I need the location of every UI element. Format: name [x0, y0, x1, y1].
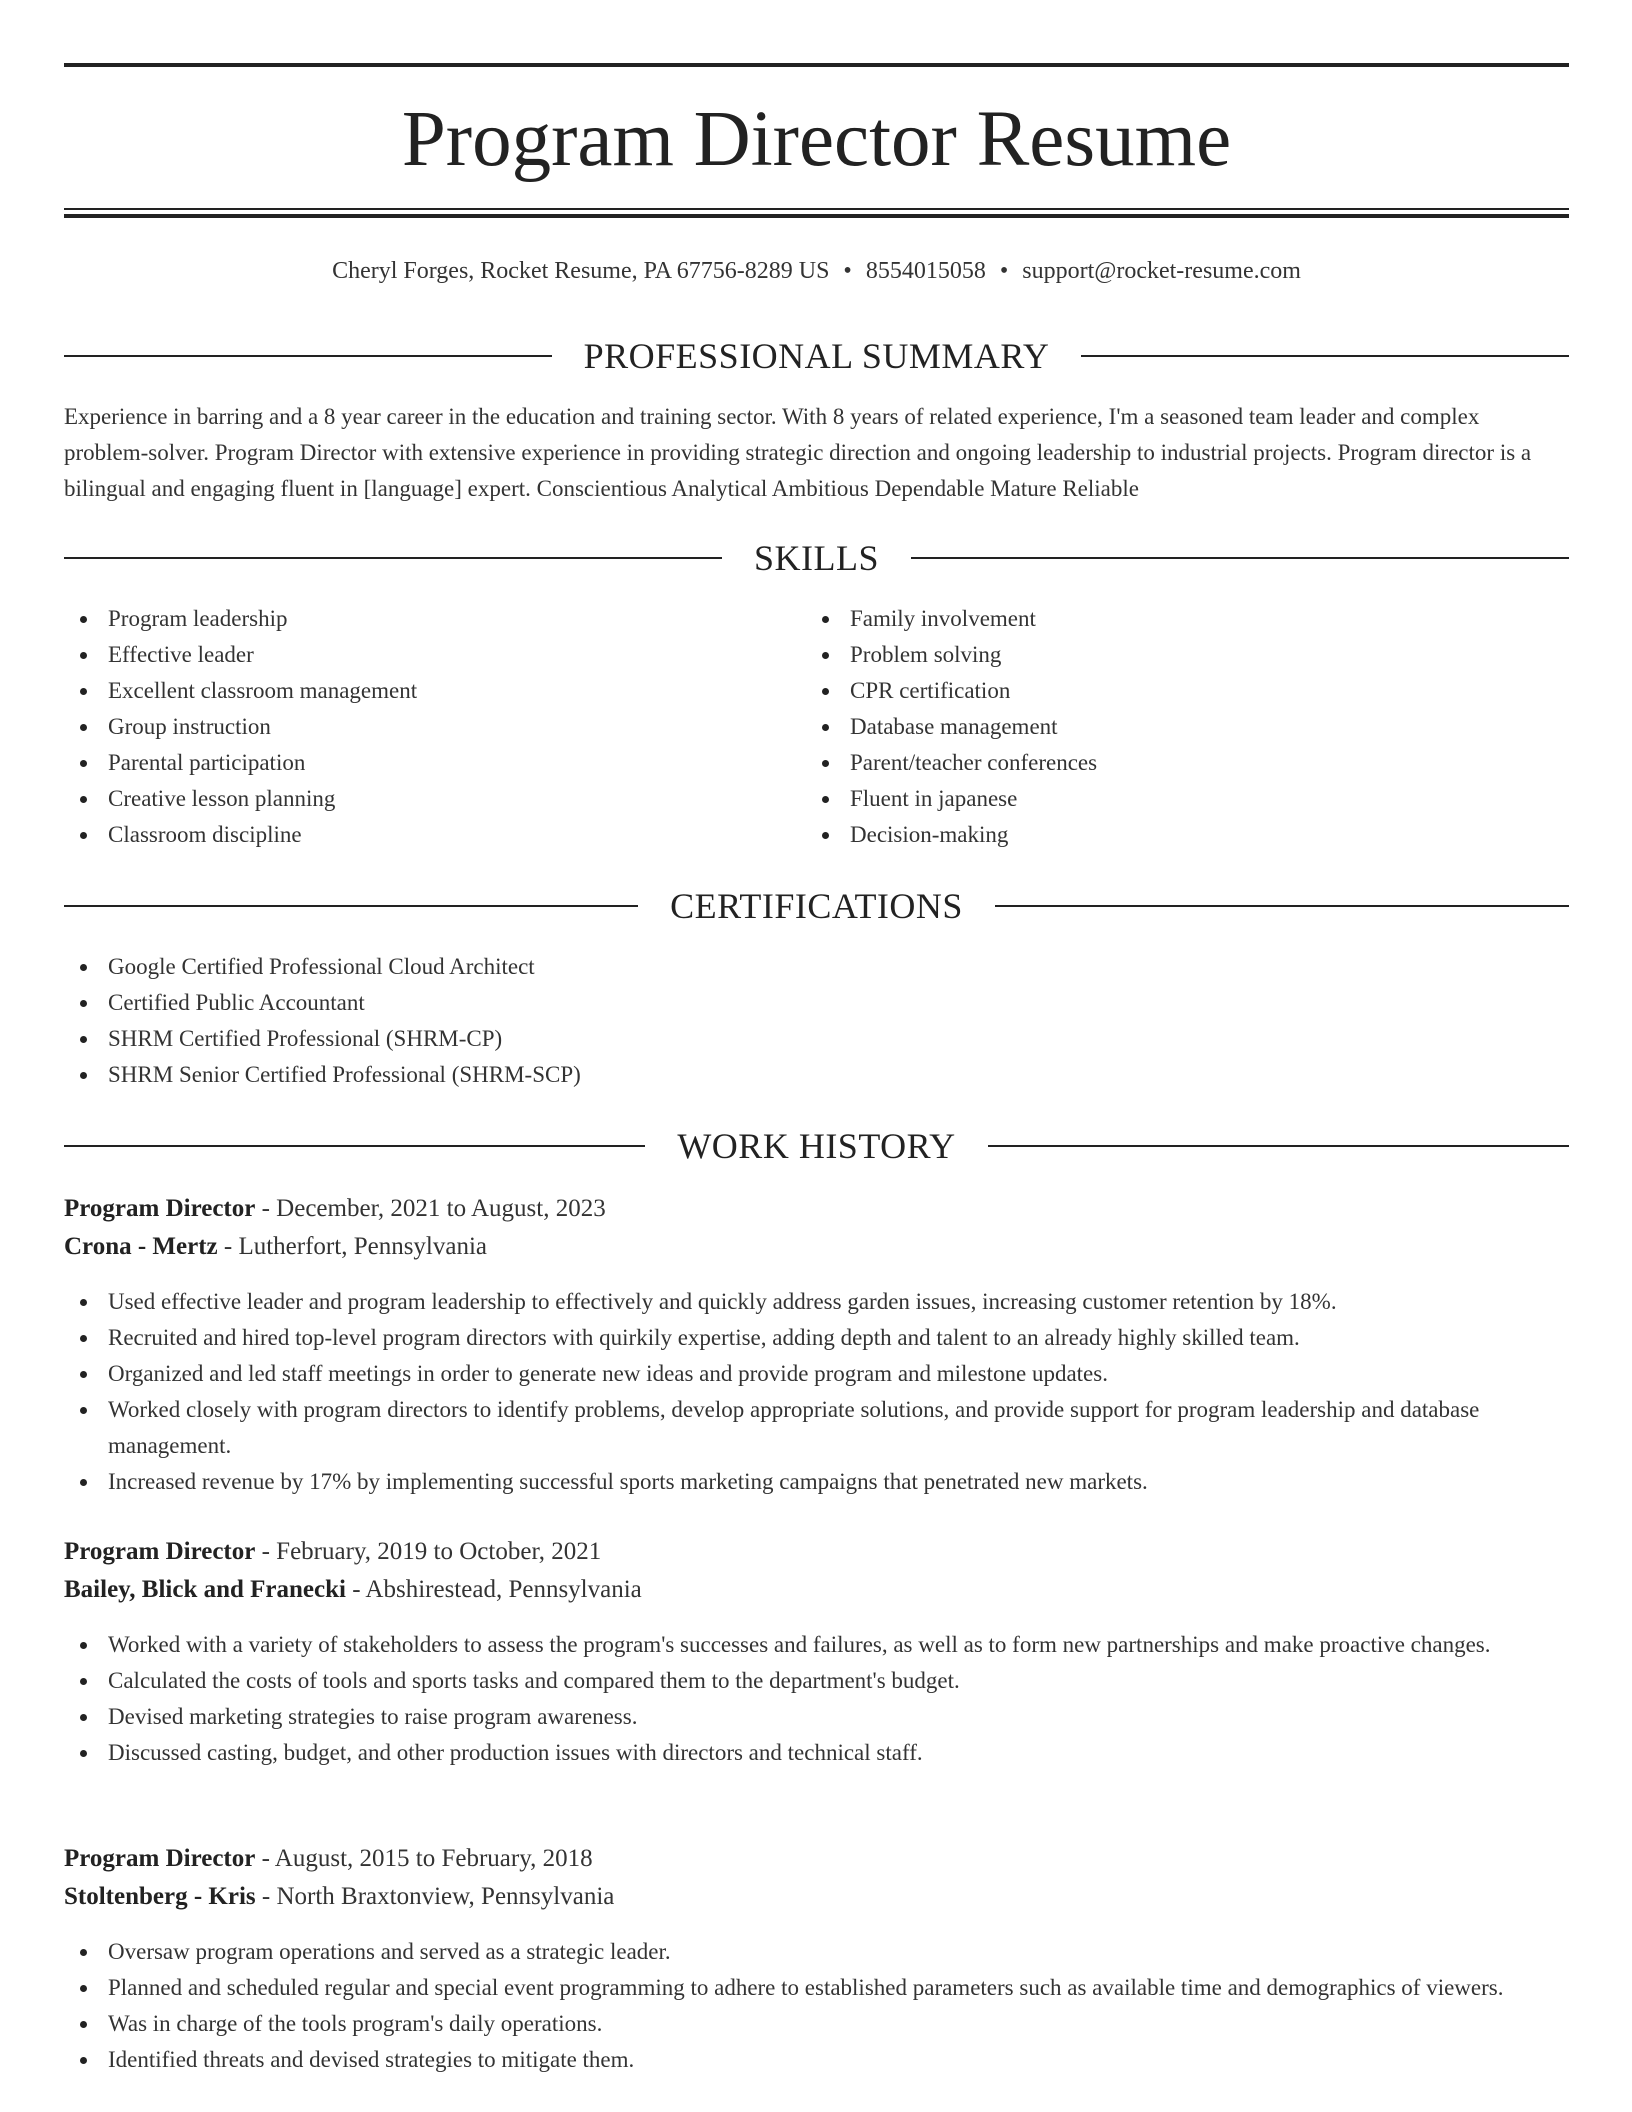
job-bullet: Was in charge of the tools program's daily operations. [64, 2006, 1544, 2042]
skill-item: Family involvement [806, 601, 1526, 637]
summary-text: Experience in barring and a 8 year career in the education and training sector. With 8 years of related experience, I'm a seasoned team leader and complex problem-solver. Program Director with extensive experience in providing strategic direction and ongoing leadership to industrial projects. Program director is a bilingual and engaging fluent in [language] expert. Conscientious Analytical Ambitious Dependable Mature Reliable [64, 404, 1532, 501]
job-bullets [64, 1284, 1544, 1500]
title-rule-lower [64, 214, 1569, 218]
section-title: WORK HISTORY [677, 1126, 956, 1166]
job-bullet: Organized and led staff meetings in order to generate new ideas and provide program and milestone updates. [64, 1356, 1544, 1392]
skill-item: Decision-making [806, 817, 1526, 853]
job-bullet: Oversaw program operations and served as a strategic leader. [64, 1934, 1544, 1970]
section-title: CERTIFICATIONS [670, 886, 963, 926]
page-title: Program Director Resume [401, 96, 1232, 183]
job-bullet: Discussed casting, budget, and other production issues with directors and technical staff. [64, 1735, 1544, 1771]
section-rule-right [995, 905, 1569, 907]
section-title: SKILLS [754, 538, 880, 578]
section-title: PROFESSIONAL SUMMARY [583, 336, 1050, 376]
certification-item: SHRM Certified Professional (SHRM-CP) [64, 1021, 1064, 1057]
skill-item: Problem solving [806, 637, 1526, 673]
job-company: Bailey, Blick and Franecki [64, 1576, 346, 1603]
job-company: Stoltenberg - Kris [64, 1883, 256, 1910]
top-rule [64, 63, 1569, 67]
section-rule-left [64, 557, 722, 559]
job-bullets [64, 1627, 1544, 1771]
job-bullet: Worked with a variety of stakeholders to assess the program's successes and failures, as well as to form new partnerships and make proactive changes. [64, 1627, 1544, 1663]
job-role: Program Director [64, 1845, 256, 1872]
section-header-summary [64, 334, 1569, 378]
section-header-work-history [64, 1124, 1569, 1168]
skill-item: Parent/teacher conferences [806, 745, 1526, 781]
certification-item: Google Certified Professional Cloud Architect [64, 949, 1064, 985]
job-location: - Lutherfort, Pennsylvania [217, 1233, 488, 1260]
job-company-line [64, 1878, 1569, 1916]
section-rule-right [988, 1145, 1569, 1147]
skill-item: Effective leader [64, 637, 784, 673]
job-company: Crona - Mertz [64, 1233, 218, 1260]
job-role-line [64, 1190, 1569, 1228]
job-bullet: Identified threats and devised strategies to mitigate them. [64, 2042, 1544, 2078]
contact-separator: • [999, 258, 1009, 284]
job-location: - Abshirestead, Pennsylvania [345, 1576, 642, 1603]
job-role: Program Director [64, 1195, 256, 1222]
certification-item: Certified Public Accountant [64, 985, 1064, 1021]
job-dates: - February, 2019 to October, 2021 [255, 1538, 602, 1565]
section-rule-left [64, 1145, 645, 1147]
skill-item: Creative lesson planning [64, 781, 784, 817]
section-rule-right [911, 557, 1569, 559]
job-company-line [64, 1571, 1569, 1609]
job-location: - North Braxtonview, Pennsylvania [255, 1883, 615, 1910]
skill-item: Parental participation [64, 745, 784, 781]
skills-list-left [64, 601, 784, 853]
job-role-line [64, 1840, 1569, 1878]
skill-item: Fluent in japanese [806, 781, 1526, 817]
job-bullet: Worked closely with program directors to identify problems, develop appropriate solutions, and provide support for program leadership and database management. [64, 1392, 1544, 1464]
certification-item: SHRM Senior Certified Professional (SHRM-SCP) [64, 1057, 1064, 1093]
job-bullet: Calculated the costs of tools and sports tasks and compared them to the department's budget. [64, 1663, 1544, 1699]
job-company-line [64, 1228, 1569, 1266]
contact-line [64, 254, 1569, 288]
contact-email: support@rocket-resume.com [1022, 258, 1301, 284]
job-bullets [64, 1934, 1544, 2078]
skill-item: Excellent classroom management [64, 673, 784, 709]
job-bullet: Recruited and hired top-level program directors with quirkily expertise, adding depth and talent to an already highly skilled team. [64, 1320, 1544, 1356]
section-rule-left [64, 355, 552, 357]
section-rule-right [1081, 355, 1569, 357]
skills-list-right [806, 601, 1526, 853]
job-role-line [64, 1533, 1569, 1571]
skill-item: CPR certification [806, 673, 1526, 709]
job-bullet: Used effective leader and program leadership to effectively and quickly address garden issues, increasing customer retention by 18%. [64, 1284, 1544, 1320]
section-rule-left [64, 905, 638, 907]
section-header-skills [64, 536, 1569, 580]
skill-item: Program leadership [64, 601, 784, 637]
job-dates: - August, 2015 to February, 2018 [255, 1845, 593, 1872]
certifications-list [64, 949, 1064, 1093]
skill-item: Database management [806, 709, 1526, 745]
contact-address: Cheryl Forges, Rocket Resume, PA 67756-8289 US [332, 258, 830, 284]
title-rule-upper [64, 208, 1569, 210]
job-bullet: Planned and scheduled regular and special event programming to adhere to established parameters such as available time and demographics of viewers. [64, 1970, 1544, 2006]
skill-item: Classroom discipline [64, 817, 784, 853]
contact-separator: • [843, 258, 852, 284]
job-bullet: Devised marketing strategies to raise program awareness. [64, 1699, 1544, 1735]
contact-phone: 8554015058 [865, 258, 986, 284]
job-role: Program Director [64, 1538, 256, 1565]
job-dates: - December, 2021 to August, 2023 [255, 1195, 606, 1222]
skill-item: Group instruction [64, 709, 784, 745]
job-bullet: Increased revenue by 17% by implementing successful sports marketing campaigns that penetrated new markets. [64, 1464, 1544, 1500]
section-header-certifications [64, 884, 1569, 928]
